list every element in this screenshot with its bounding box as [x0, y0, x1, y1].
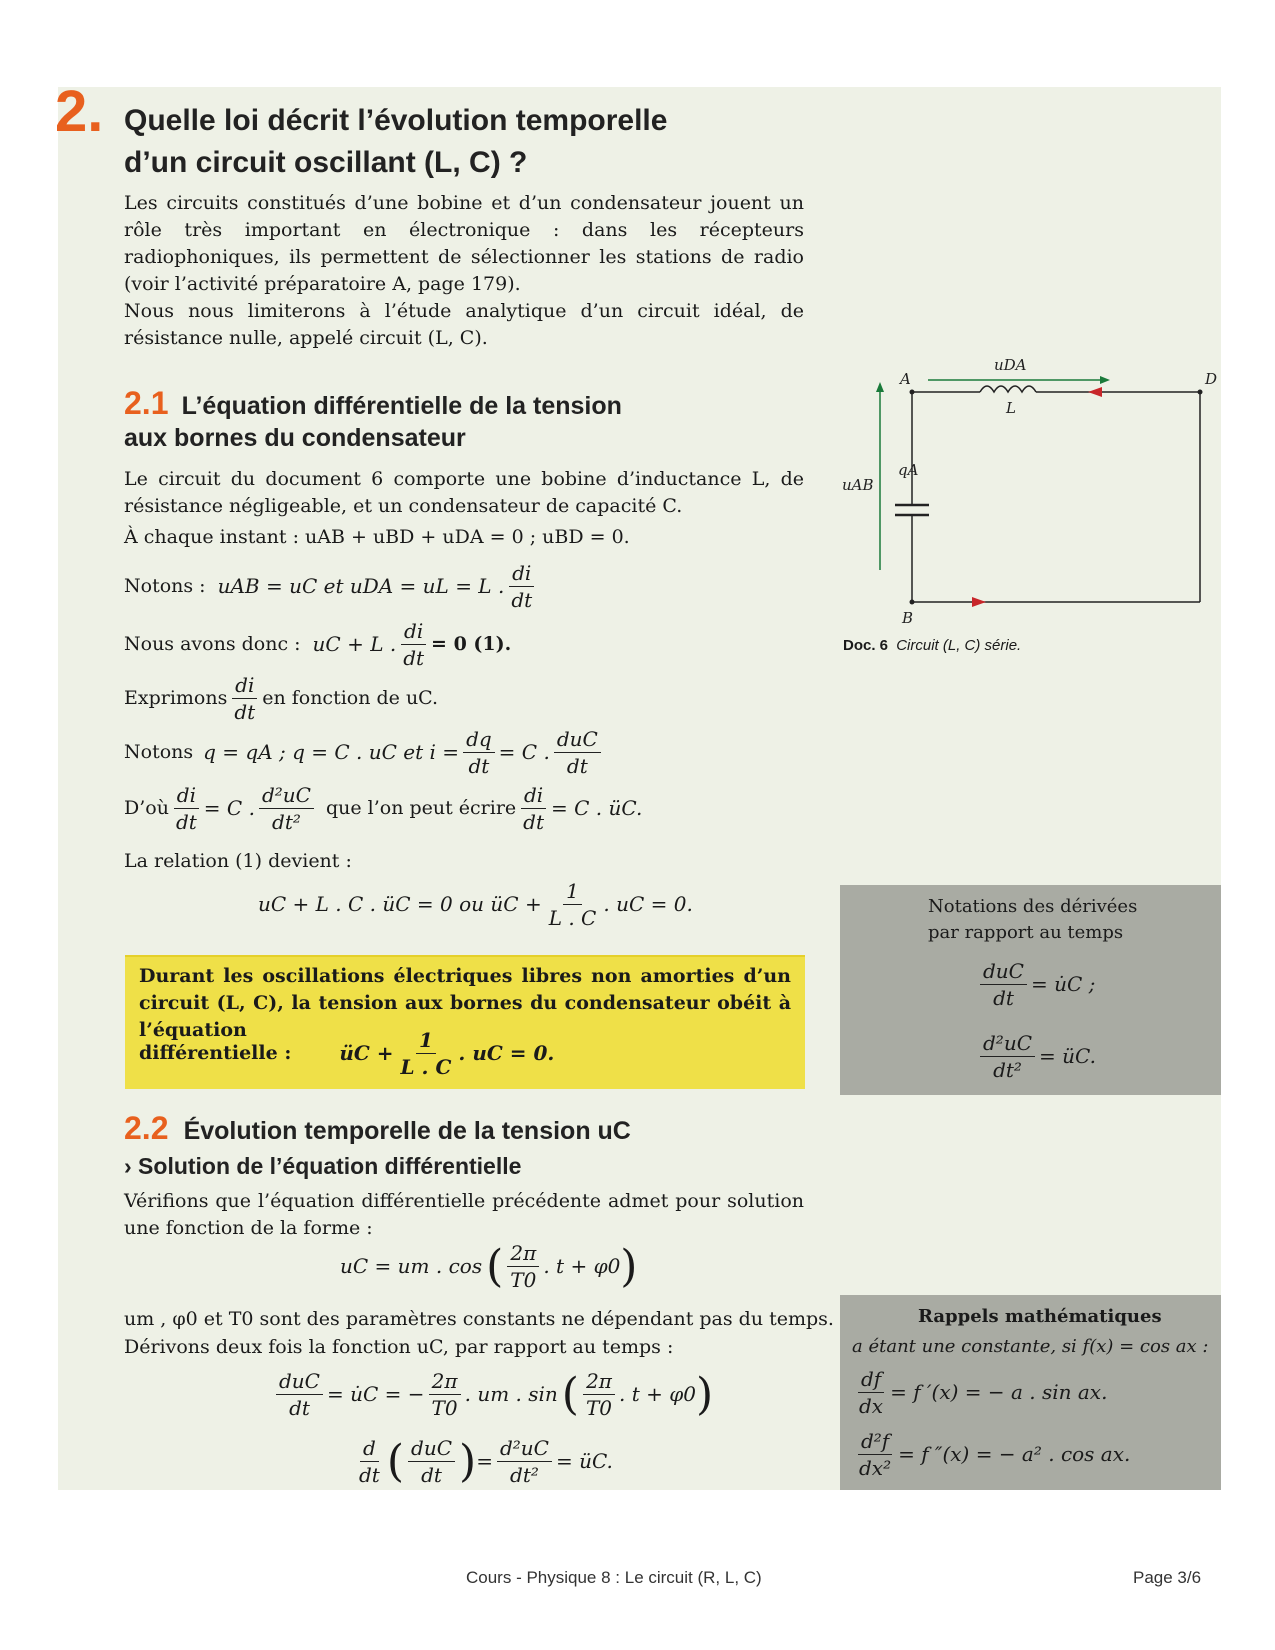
subsection-title-line2: aux bornes du condensateur: [124, 424, 466, 452]
s21-paragraph-1: Le circuit du document 6 comporte une bobine d’inductance L, de résistance négligeable, et un condensateur de capacité C.: [124, 468, 804, 517]
sidebar-notations-title-2: par rapport au temps: [928, 922, 1124, 943]
label-B: B: [902, 609, 914, 627]
fraction-df-dx: $\frac{df}{dx}$: [859, 1367, 884, 1418]
s21-relation-equation: uC + L . C . üC = 0 ou üC + $\frac{1}{L . C}$ . uC = 0.: [258, 879, 693, 930]
sidebar-notation-second-derivative: $\frac{\text{d²uC}}{\text{dt²}}$ = üC.: [976, 1030, 1096, 1083]
subsection-2-1-heading: [124, 385, 622, 424]
fraction-2pi-t0: $\frac{2\pi}{T0}$: [429, 1368, 461, 1421]
key-result-text: Durant les oscillations électriques libres non amorties d’un circuit (L, C), la tension aux bornes du condensateur obéit à l’équation: [139, 965, 791, 1041]
uAB-arrow-head: [876, 382, 884, 392]
figure-caption: Doc. 6 Circuit (L, C) série.: [843, 637, 1022, 654]
intro-paragraph-1: Les circuits constitués d’une bobine et d’un condensateur jouent un rôle très important en électronique : dans les récepteurs radiophoniques, ils permettent de sélectionner les stations de radio (voir l’activité préparatoire A, page 179).: [124, 192, 804, 295]
fraction-duc-dt: $\frac{\text{duC}}{dt}$: [554, 726, 601, 779]
label-qA: qA: [898, 461, 919, 479]
sidebar-rappels-second-derivative: $\frac{\text{d²f}}{\text{dx²}}$ = f ″(x) = − a² . cos ax.: [852, 1428, 1130, 1481]
s22-solution-equation: uC = um . cos ( $\frac{2\pi}{T0}$ . t + φ0 ): [340, 1241, 638, 1292]
footer-course-title: Cours - Physique 8 : Le circuit (R, L, C): [466, 1568, 762, 1587]
sidebar-rappels-title: Rappels mathématiques: [918, 1306, 1162, 1327]
fraction-1-lc: $\frac{1}{L . C}$: [400, 1028, 452, 1079]
subsection-title-line1: L’équation différentielle de la tension: [181, 392, 622, 420]
section-title: Quelle loi décrit l’évolution temporelle d’un circuit oscillant (L, C) ?: [124, 104, 668, 179]
fraction-1-lc: $\frac{1}{L . C}$: [548, 879, 597, 930]
fraction-2pi-t0: $\frac{2\pi}{T0}$: [583, 1368, 615, 1421]
key-result-equation: différentielle : üC + $\frac{1}{L . C}$ . uC = 0.: [139, 1028, 555, 1079]
fraction-dq-dt: $\frac{dq}{dt}$: [463, 726, 495, 779]
subsection-number: 2.1: [124, 385, 169, 421]
s22-parameters-text: um , φ0 et T0 sont des paramètres constants ne dépendant pas du temps.: [124, 1308, 834, 1330]
s21-notons-line: Notons : uAB = uC et uDA = uL = L . $\frac{di}{dt}$: [124, 560, 539, 613]
label-D: D: [1205, 370, 1218, 388]
circuit-lc-diagram: [840, 340, 1220, 630]
s21-notons-q-line: Notons q = qA ; q = C . uC et i = $\frac{dq}{dt}$ = C . $\frac{\text{duC}}{dt}$: [124, 726, 605, 779]
section-number: 2.: [55, 79, 104, 144]
fraction-d2uc-dt2: $\frac{\text{d²uC}}{\text{dt²}}$: [980, 1030, 1035, 1083]
sidebar-rappels-intro: a étant une constante, si f(x) = cos ax :: [852, 1336, 1209, 1357]
key-result-box: [125, 955, 805, 1089]
footer-page-number: Page 3/6: [1133, 1568, 1202, 1587]
current-arrow-top: [1088, 387, 1102, 397]
label-uDA: uDA: [994, 356, 1027, 374]
s21-avons-line: Nous avons donc : uC + L . $\frac{di}{dt}$ = 0 (1).: [124, 619, 512, 670]
fraction-d2uc-dt2: $\frac{\text{d²uC}}{\text{dt²}}$: [497, 1435, 552, 1488]
sidebar-notation-first-derivative: $\frac{\text{duC}}{dt}$ = u̇C ;: [976, 958, 1095, 1011]
subsection-2-2-subtitle: › Solution de l’équation différentielle: [124, 1153, 522, 1179]
sidebar-rappels-first-derivative: $\frac{df}{dx}$ = f ′(x) = − a . sin ax.: [852, 1366, 1107, 1419]
fraction-duc-dt: $\frac{\text{duC}}{dt}$: [980, 958, 1027, 1011]
fraction-duc-dt: $\frac{\text{duC}}{dt}$: [408, 1435, 455, 1488]
fraction-d2uc-dt2: $\frac{\text{d²uC}}{\text{dt²}}$: [259, 782, 314, 835]
intro-paragraph-2: Nous nous limiterons à l’étude analytique d’un circuit idéal, de résistance nulle, appelé circuit (L, C).: [124, 300, 804, 349]
fraction-di-dt: $\frac{di}{dt}$: [400, 618, 427, 671]
s22-second-derivative: $\frac{d}{dt}$ ( $\frac{\text{duC}}{dt}$ ) = $\frac{\text{d²uC}}{\text{dt²}}$ = üC.: [352, 1435, 613, 1488]
label-uAB: uAB: [842, 476, 874, 494]
s21-exprimons-line: Exprimons $\frac{di}{dt}$ en fonction de uC.: [124, 673, 439, 724]
uDA-arrow-head: [1100, 376, 1110, 384]
label-L: L: [1006, 399, 1016, 417]
s21-dou-line: D’où $\frac{di}{dt}$ = C . $\frac{\text{d²uC}}{\text{dt²}}$ que l’on peut écrire $\frac{di}{dt}$ = C . üC.: [124, 783, 643, 834]
fraction-d2f-dx2: $\frac{\text{d²f}}{\text{dx²}}$: [859, 1429, 892, 1480]
fraction-di-dt: $\frac{di}{dt}$: [173, 782, 200, 835]
label-A: A: [900, 370, 911, 388]
fraction-di-dt: $\frac{di}{dt}$: [520, 782, 547, 835]
fraction-di-dt: $\frac{di}{dt}$: [231, 672, 258, 725]
s22-derivons-text: Dérivons deux fois la fonction uC, par rapport au temps :: [124, 1336, 674, 1358]
s22-paragraph-1: Vérifions que l’équation différentielle précédente admet pour solution une fonction de la forme :: [124, 1190, 804, 1239]
current-arrow-bottom: [972, 597, 986, 607]
s21-relation-lead: La relation (1) devient :: [124, 850, 352, 872]
fraction-2pi-t0: $\frac{2\pi}{T0}$: [507, 1240, 539, 1293]
fraction-di-dt: $\frac{di}{dt}$: [508, 560, 535, 613]
s22-first-derivative: $\frac{\text{duC}}{dt}$ = u̇C = − $\frac{2\pi}{T0}$ . um . sin ( $\frac{2\pi}{T0}$ . t + φ0 ): [272, 1368, 713, 1421]
inductor-coil: [980, 386, 1036, 392]
sidebar-notations-title-1: Notations des dérivées: [928, 896, 1138, 917]
fraction-d-dt: $\frac{d}{dt}$: [359, 1436, 380, 1487]
fraction-duc-dt: $\frac{\text{duC}}{dt}$: [276, 1368, 323, 1421]
s21-instant-equation: À chaque instant : uAB + uBD + uDA = 0 ; uBD = 0.: [124, 526, 630, 548]
subsection-2-2-heading: 2.2 Évolution temporelle de la tension uC: [124, 1110, 631, 1146]
